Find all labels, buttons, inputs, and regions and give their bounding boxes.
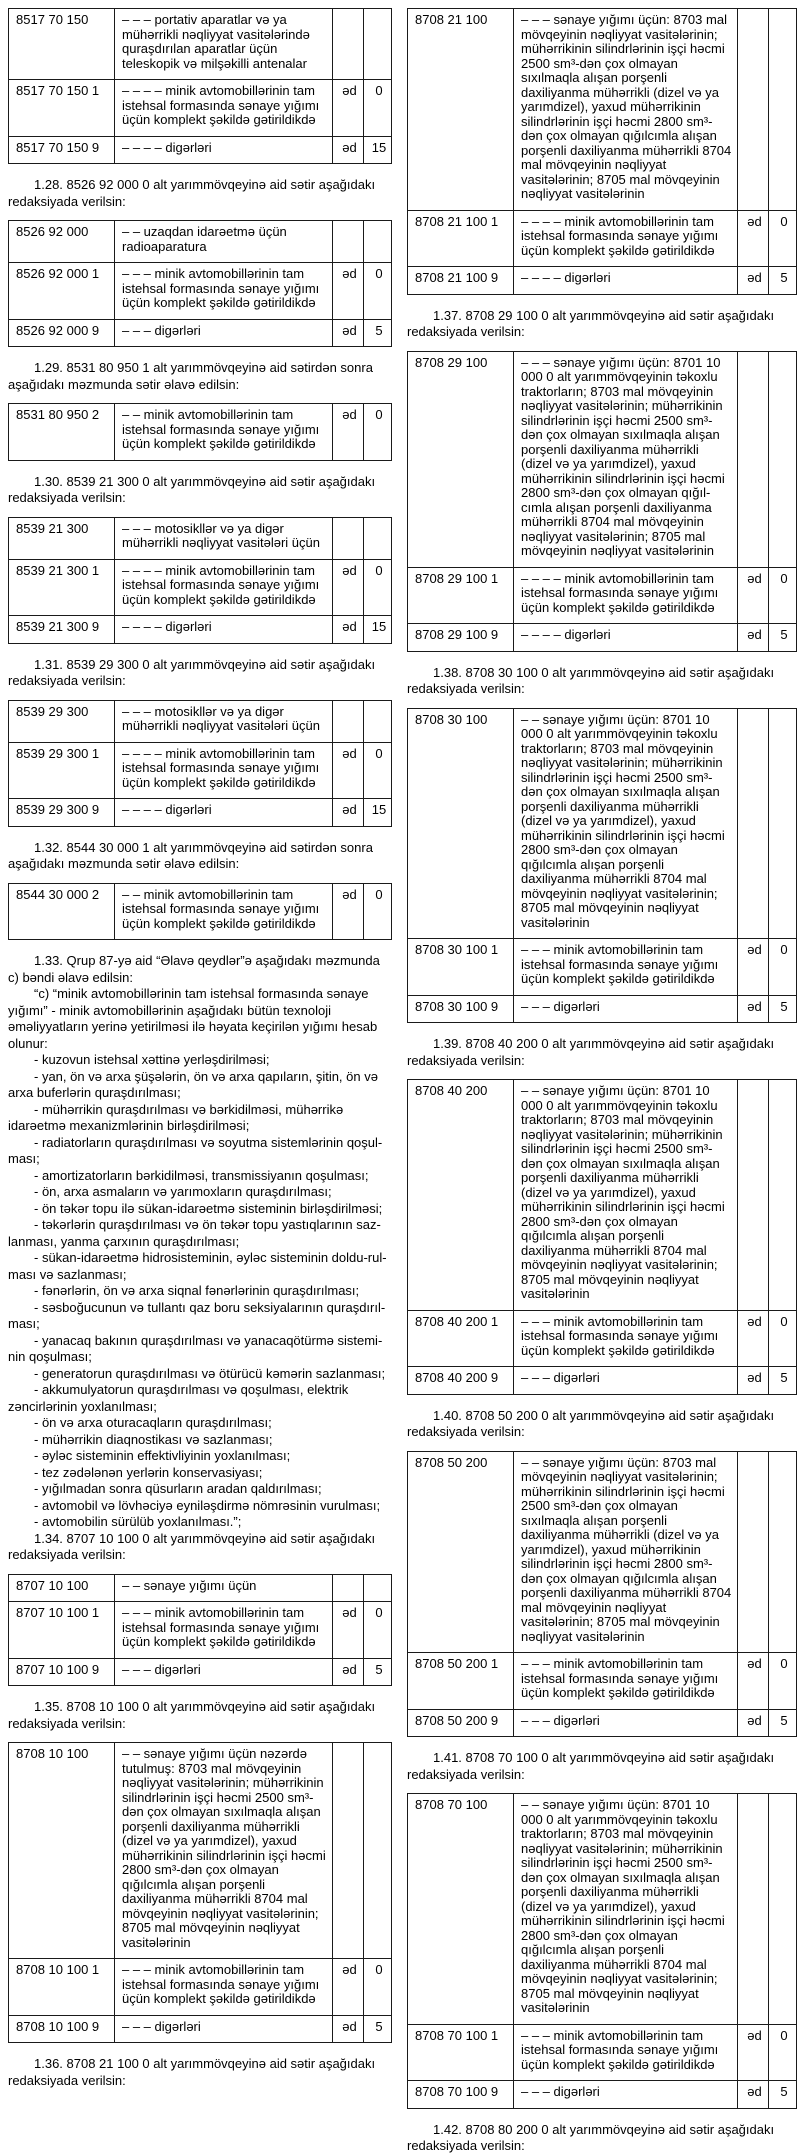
tariff-row [9, 9, 392, 80]
tariff-row [9, 883, 392, 940]
tariff-row [408, 995, 797, 1023]
description-cell: – – sənaye yığımı üçün: 8701 10 000 0 alt yarımmövqeyinin təkoxlu traktorların; 8703 mal mövqeyinin nəqliyyat vasitələrinin; mühərrikinin silindrlərinin işçi həcmi 2500 sm³-dən çox olmayan sıxılmaqla alışan porşenli daxiliyanma mühərrikli (dizel və ya yarımdizel), yaxud mühərrikinin silindrlərinin işçi həcmi 2800 sm³-dən çox olmayan qığılcımla alışan porşenli daxiliyanma mühərrikli 8704 mal mövqeyinin nəqliyyat vasitələrinin; 8705 mal mövqeyinin nəqliyyat vasitələrinin [514, 1080, 738, 1311]
code-cell: 8526 92 000 9 [9, 319, 115, 347]
rate-cell: 0 [364, 404, 392, 461]
code-cell: 8708 40 200 1 [408, 1310, 514, 1367]
unit-cell [333, 700, 364, 742]
tariff-row [9, 559, 392, 616]
rate-cell: 5 [769, 2081, 797, 2109]
rate-cell: 0 [364, 1602, 392, 1659]
tariff-table [8, 883, 392, 941]
unit-cell: əd [738, 567, 769, 624]
unit-cell: əd [333, 1959, 364, 2016]
rate-cell [769, 9, 797, 211]
code-cell: 8539 21 300 [9, 517, 115, 559]
tariff-row [408, 1451, 797, 1653]
amendment-heading-1-36: 1.36. 8708 21 100 0 alt yarımmövqeyinə aid sətir aşağıdakı redaksiyada verilsin: [8, 2056, 376, 2088]
assembly-operation-item: - avtomobil və lövhəciyə eyniləşdirmə nömrəsinin vurulması; [34, 1497, 381, 1513]
description-cell: – – – – digərləri [514, 624, 738, 652]
assembly-operation-item: - ön təkər topu ilə sükan-idarəetmə sisteminin birləşdirilməsi; [34, 1200, 383, 1216]
unit-cell: əd [333, 319, 364, 347]
description-cell: – – – digərləri [115, 2015, 333, 2043]
assembly-operation-item: - mühərrikin diaqnostikası və sazlanması; [34, 1431, 273, 1447]
clause-c-text: “c) “minik avtomobillərinin tam istehsal formasında sənaye yığımı” - minik avtomobillərinin aşağıdakı bütün texnoloji əməliyyatların yerinə yetirilməsi ilə həyata keçirilən yığımı hesab olunur: [8, 986, 378, 1051]
code-cell: 8708 40 200 9 [408, 1367, 514, 1395]
assembly-operation-item: - generatorun quraşdırılması və ötürücü kəmərin sazlanması; [34, 1365, 386, 1381]
rate-cell: 0 [769, 1653, 797, 1710]
unit-cell [333, 1743, 364, 1959]
amendment-heading-1-29: 1.29. 8531 80 950 1 alt yarımmövqeyinə aid sətirdən sonra aşağıdakı məzmunda sətir əlavə edilsin: [8, 360, 373, 392]
code-cell: 8707 10 100 1 [9, 1602, 115, 1659]
unit-cell: əd [333, 1658, 364, 1686]
assembly-operation-item: - mühərrikin quraşdırılması və bərkidilməsi, mühərrikə idarəetmə mexanizmlərinin birləşdirilməsi; [8, 1101, 344, 1133]
assembly-operation-item: - akkumulyatorun quraşdırılması və qoşulması, elektrik zəncirlərinin yoxlanılması; [8, 1382, 349, 1414]
tariff-row [408, 2024, 797, 2081]
tariff-row [408, 9, 797, 211]
code-cell: 8708 21 100 [408, 9, 514, 211]
assembly-operation-item: - amortizatorların bərkidilməsi, transmissiyanın qoşulması; [34, 1167, 369, 1183]
rate-cell: 0 [769, 2024, 797, 2081]
unit-cell: əd [738, 624, 769, 652]
tariff-row [408, 1709, 797, 1737]
unit-cell: əd [333, 559, 364, 616]
tariff-row [408, 351, 797, 567]
rate-cell: 0 [769, 567, 797, 624]
tariff-row [408, 939, 797, 996]
unit-cell [333, 221, 364, 263]
code-cell: 8708 30 100 1 [408, 939, 514, 996]
rate-cell [769, 1794, 797, 2025]
rate-cell: 0 [364, 263, 392, 320]
amendment-heading-1-34: 1.34. 8707 10 100 0 alt yarımmövqeyinə aid sətir aşağıdakı redaksiyada verilsin: [8, 1530, 376, 1562]
amendment-heading-1-42: 1.42. 8708 80 200 0 alt yarımmövqeyinə aid sətir aşağıdakı redaksiyada verilsin: [407, 2121, 775, 2153]
description-cell: – – – digərləri [514, 1367, 738, 1395]
description-cell: – – – – digərləri [115, 136, 333, 164]
unit-cell [333, 517, 364, 559]
tariff-table [407, 8, 797, 295]
unit-cell [738, 351, 769, 567]
amendment-heading-1-32: 1.32. 8544 30 000 1 alt yarımmövqeyinə aid sətirdən sonra aşağıdakı məzmunda sətir əlavə edilsin: [8, 839, 373, 871]
tariff-table [407, 1793, 797, 2109]
assembly-operation-item: - sükan-idarəetmə hidrosisteminin, əyləc sisteminin doldu-rul-ması və sazlanması; [8, 1250, 387, 1282]
assembly-operation-item: - əyləc sisteminin effektivliyinin yoxlanılması; [34, 1448, 291, 1463]
assembly-operation-item: - yan, ön və arxa şüşələrin, ön və arxa qapıların, şitin, ön və arxa buferlərin quraşdırılması; [8, 1068, 378, 1100]
description-cell: – – – minik avtomobillərinin tam istehsal formasında sənaye yığımı üçün komplekt şəkildə gətirildikdə [115, 1602, 333, 1659]
unit-cell: əd [738, 267, 769, 295]
rate-cell [769, 351, 797, 567]
tariff-row [9, 616, 392, 644]
tariff-row [408, 2081, 797, 2109]
unit-cell: əd [333, 883, 364, 940]
unit-cell: əd [333, 2015, 364, 2043]
unit-cell: əd [738, 210, 769, 267]
assembly-operation-item: - yığılmadan sonra qüsurların aradan qaldırılması; [34, 1481, 322, 1496]
tariff-table [407, 1079, 797, 1395]
rate-cell: 0 [769, 210, 797, 267]
amendment-heading-1-31: 1.31. 8539 29 300 0 alt yarımmövqeyinə aid sətir aşağıdakı redaksiyada verilsin: [8, 656, 376, 688]
code-cell: 8539 29 300 1 [9, 742, 115, 799]
code-cell: 8708 29 100 9 [408, 624, 514, 652]
code-cell: 8708 30 100 [408, 708, 514, 939]
tariff-table [8, 517, 392, 644]
description-cell: – – – – minik avtomobillərinin tam istehsal formasında sənaye yığımı üçün komplekt şəkildə gətirildikdə [115, 742, 333, 799]
description-cell: – – minik avtomobillərinin tam istehsal formasında sənaye yığımı üçün komplekt şəkildə gətirildikdə [115, 883, 333, 940]
code-cell: 8708 21 100 9 [408, 267, 514, 295]
rate-cell [364, 9, 392, 80]
code-cell: 8708 21 100 1 [408, 210, 514, 267]
tariff-row [9, 1743, 392, 1959]
rate-cell: 5 [769, 1709, 797, 1737]
rate-cell: 5 [769, 995, 797, 1023]
description-cell: – – sənaye yığımı üçün: 8703 mal mövqeyinin nəqliyyat vasitələrinin; mühərrikinin silindrlərinin işçi həcmi 2500 sm³-dən çox olmayan sıxılmaqla alışan porşenli daxiliyanma mühərrikli (dizel və ya yarımdizel), yaxud mühərrikinin silindrlərinin işçi həcmi 2800 sm³-dən çox olmayan qığılcımla alışan porşenli daxiliyanma mühərrikli 8704 mal mövqeyinin nəqliyyat vasitələrinin; 8705 mal mövqeyinin nəqliyyat vasitələrinin [514, 1451, 738, 1653]
tariff-row [9, 263, 392, 320]
code-cell: 8707 10 100 [9, 1574, 115, 1602]
tariff-row [408, 1310, 797, 1367]
tariff-table [407, 1451, 797, 1738]
unit-cell: əd [333, 80, 364, 137]
code-cell: 8517 70 150 9 [9, 136, 115, 164]
left-column [8, 8, 392, 2089]
description-cell: – – – motosikllər və ya digər mühərrikli nəqliyyat vasitələri üçün [115, 700, 333, 742]
tariff-row [408, 210, 797, 267]
assembly-operation-item: - fənərlərin, ön və arxa siqnal fənərlərinin quraşdırılması; [34, 1283, 360, 1298]
code-cell: 8531 80 950 2 [9, 404, 115, 461]
code-cell: 8708 30 100 9 [408, 995, 514, 1023]
tariff-row [9, 319, 392, 347]
tariff-row [9, 221, 392, 263]
description-cell: – – – minik avtomobillərinin tam istehsal formasında sənaye yığımı üçün komplekt şəkildə gətirildikdə [514, 1310, 738, 1367]
description-cell: – – uzaqdan idarəetmə üçün radioaparatura [115, 221, 333, 263]
rate-cell: 0 [364, 742, 392, 799]
description-cell: – – – minik avtomobillərinin tam istehsal formasında sənaye yığımı üçün komplekt şəkildə gətirildikdə [115, 263, 333, 320]
assembly-operation-item: - səsboğucunun və tullantı qaz boru seksiyalarının quraşdırıl-ması; [8, 1299, 386, 1331]
assembly-operation-item: - ön, arxa asmaların və yarımoxların quraşdırılması; [34, 1184, 332, 1199]
amendment-heading-1-28: 1.28. 8526 92 000 0 alt yarımmövqeyinə aid sətir aşağıdakı redaksiyada verilsin: [8, 177, 376, 209]
description-cell: – – – digərləri [115, 319, 333, 347]
rate-cell [769, 1451, 797, 1653]
rate-cell: 0 [364, 559, 392, 616]
rate-cell: 0 [364, 80, 392, 137]
description-cell: – – – motosikllər və ya digər mühərrikli nəqliyyat vasitələri üçün [115, 517, 333, 559]
tariff-row [9, 799, 392, 827]
rate-cell [769, 1080, 797, 1311]
rate-cell: 0 [769, 939, 797, 996]
code-cell: 8526 92 000 [9, 221, 115, 263]
description-cell: – – – digərləri [115, 1658, 333, 1686]
code-cell: 8707 10 100 9 [9, 1658, 115, 1686]
code-cell: 8708 29 100 [408, 351, 514, 567]
assembly-operation-item: - təkərlərin quraşdırılması və ön təkər topu yastıqlarının saz-lanması, yanma çarxının quraşdırılması; [8, 1217, 381, 1249]
description-cell: – – – minik avtomobillərinin tam istehsal formasında sənaye yığımı üçün komplekt şəkildə gətirildikdə [514, 1653, 738, 1710]
tariff-row [408, 267, 797, 295]
unit-cell: əd [333, 404, 364, 461]
unit-cell: əd [333, 799, 364, 827]
tariff-table [8, 1574, 392, 1687]
tariff-table [8, 700, 392, 827]
description-cell: – – sənaye yığımı üçün [115, 1574, 333, 1602]
assembly-operation-item: - ön və arxa oturacaqların quraşdırılması; [34, 1415, 272, 1430]
tariff-row [408, 1080, 797, 1311]
code-cell: 8708 10 100 1 [9, 1959, 115, 2016]
unit-cell: əd [738, 1709, 769, 1737]
tariff-row [408, 1653, 797, 1710]
code-cell: 8708 70 100 [408, 1794, 514, 2025]
rate-cell: 5 [769, 267, 797, 295]
unit-cell [738, 9, 769, 211]
description-cell: – – – minik avtomobillərinin tam istehsal formasında sənaye yığımı üçün komplekt şəkildə gətirildikdə [514, 939, 738, 996]
unit-cell: əd [333, 263, 364, 320]
rate-cell: 5 [769, 1367, 797, 1395]
rate-cell: 0 [364, 883, 392, 940]
unit-cell [333, 1574, 364, 1602]
tariff-table [407, 708, 797, 1024]
unit-cell [738, 1451, 769, 1653]
description-cell: – – – digərləri [514, 1709, 738, 1737]
code-cell: 8708 29 100 1 [408, 567, 514, 624]
tariff-table [407, 351, 797, 652]
unit-cell: əd [738, 2081, 769, 2109]
unit-cell [738, 708, 769, 939]
assembly-operation-item: - yanacaq bakının quraşdırılması və yanacaqötürmə sistemi-nin qoşulması; [8, 1332, 383, 1364]
unit-cell [333, 9, 364, 80]
description-cell: – – – – minik avtomobillərinin tam istehsal formasında sənaye yığımı üçün komplekt şəkildə gətirildikdə [115, 80, 333, 137]
description-cell: – – – portativ aparatlar və ya mühərrikli nəqliyyat vasitələrində quraşdırılan aparatlar üçün teleskopik və milşəkilli antenalar [115, 9, 333, 80]
unit-cell: əd [738, 2024, 769, 2081]
rate-cell [769, 708, 797, 939]
rate-cell: 15 [364, 616, 392, 644]
amendment-heading-1-37: 1.37. 8708 29 100 0 alt yarımmövqeyinə aid sətir aşağıdakı redaksiyada verilsin: [407, 307, 775, 339]
rate-cell [364, 700, 392, 742]
rate-cell [364, 1743, 392, 1959]
rate-cell: 0 [769, 1310, 797, 1367]
code-cell: 8708 70 100 9 [408, 2081, 514, 2109]
rate-cell: 5 [364, 319, 392, 347]
assembly-operation-item: - avtomobilin sürülüb yoxlanılması.”; [34, 1514, 242, 1529]
rate-cell: 5 [364, 2015, 392, 2043]
rate-cell: 5 [364, 1658, 392, 1686]
unit-cell: əd [333, 136, 364, 164]
code-cell: 8544 30 000 2 [9, 883, 115, 940]
amendment-heading-1-38: 1.38. 8708 30 100 0 alt yarımmövqeyinə aid sətir aşağıdakı redaksiyada verilsin: [407, 664, 775, 696]
rate-cell: 5 [769, 624, 797, 652]
description-cell: – – – – minik avtomobillərinin tam istehsal formasında sənaye yığımı üçün komplekt şəkildə gətirildikdə [514, 567, 738, 624]
amendment-heading-1-40: 1.40. 8708 50 200 0 alt yarımmövqeyinə aid sətir aşağıdakı redaksiyada verilsin: [407, 1407, 775, 1439]
rate-cell [364, 517, 392, 559]
code-cell: 8708 70 100 1 [408, 2024, 514, 2081]
amendment-heading-1-39: 1.39. 8708 40 200 0 alt yarımmövqeyinə aid sətir aşağıdakı redaksiyada verilsin: [407, 1036, 775, 1068]
tariff-row [408, 624, 797, 652]
tariff-row [408, 708, 797, 939]
code-cell: 8539 21 300 1 [9, 559, 115, 616]
code-cell: 8708 50 200 [408, 1451, 514, 1653]
tariff-row [9, 2015, 392, 2043]
description-cell: – – sənaye yığımı üçün nəzərdə tutulmuş: 8703 mal mövqeyinin nəqliyyat vasitələrinin; mühərrikinin silindrlərinin işçi həcmi 2500 sm³-dən çox olmayan sıxılmaqla alışan porşenli daxiliyanma mühərrikli (dizel və ya yarımdizel), yaxud mühərrikinin silindrlərinin işçi həcmi 2800 sm³-dən çox olmayan qığılcımla alışan porşenli daxiliyanma mühərrikli 8704 mal mövqeyinin nəqliyyat vasitələrinin; 8705 mal mövqeyinin nəqliyyat vasitələrinin [115, 1743, 333, 1959]
rate-cell [364, 221, 392, 263]
amendment-heading-1-33: 1.33. Qrup 87-yə aid “Əlavə qeydlər”ə aşağıdakı məzmunda c) bəndi əlavə edilsin: [8, 953, 380, 985]
code-cell: 8708 50 200 9 [408, 1709, 514, 1737]
unit-cell [738, 1794, 769, 2025]
right-column [407, 8, 797, 2155]
tariff-row [408, 1367, 797, 1395]
description-cell: – – – – digərləri [115, 616, 333, 644]
rate-cell: 15 [364, 799, 392, 827]
description-cell: – – – – minik avtomobillərinin tam istehsal formasında sənaye yığımı üçün komplekt şəkildə gətirildikdə [115, 559, 333, 616]
tariff-row [9, 742, 392, 799]
code-cell: 8539 29 300 [9, 700, 115, 742]
unit-cell: əd [738, 995, 769, 1023]
unit-cell: əd [333, 1602, 364, 1659]
rate-cell: 15 [364, 136, 392, 164]
assembly-operation-item: - radiatorların quraşdırılması və soyutma sistemlərinin qoşul-ması; [8, 1134, 383, 1166]
tariff-row [9, 1658, 392, 1686]
tariff-row [9, 700, 392, 742]
code-cell: 8708 50 200 1 [408, 1653, 514, 1710]
unit-cell: əd [333, 742, 364, 799]
unit-cell [738, 1080, 769, 1311]
unit-cell: əd [738, 1310, 769, 1367]
description-cell: – – sənaye yığımı üçün: 8701 10 000 0 alt yarımmövqeyinin təkoxlu traktorların; 8703 mal mövqeyinin nəqliyyat vasitələrinin; mühərrikinin silindrlərinin işçi həcmi 2500 sm³-dən çox olmayan sıxılmaqla alışan porşenli daxiliyanma mühərrikli (dizel və ya yarımdizel), yaxud mühərrikinin silindrlərinin işçi həcmi 2800 sm³-dən çox olmayan qığılcımla alışan porşenli daxiliyanma mühərrikli 8704 mal mövqeyinin nəqliyyat vasitələrinin; 8705 mal mövqeyinin nəqliyyat vasitələrinin [514, 1794, 738, 2025]
tariff-table [8, 220, 392, 347]
description-cell: – – – – minik avtomobillərinin tam istehsal formasında sənaye yığımı üçün komplekt şəkildə gətirildikdə [514, 210, 738, 267]
unit-cell: əd [738, 1367, 769, 1395]
description-cell: – – – digərləri [514, 995, 738, 1023]
amendment-heading-1-30: 1.30. 8539 21 300 0 alt yarımmövqeyinə aid sətir aşağıdakı redaksiyada verilsin: [8, 473, 376, 505]
code-cell: 8539 29 300 9 [9, 799, 115, 827]
amendment-heading-1-35: 1.35. 8708 10 100 0 alt yarımmövqeyinə aid sətir aşağıdakı redaksiyada verilsin: [8, 1699, 376, 1731]
tariff-row [408, 1794, 797, 2025]
unit-cell: əd [738, 939, 769, 996]
tariff-row [9, 404, 392, 461]
description-cell: – – – – digərləri [514, 267, 738, 295]
description-cell: – – minik avtomobillərinin tam istehsal formasında sənaye yığımı üçün komplekt şəkildə gətirildikdə [115, 404, 333, 461]
description-cell: – – sənaye yığımı üçün: 8701 10 000 0 alt yarımmövqeyinin təkoxlu traktorların; 8703 mal mövqeyinin nəqliyyat vasitələrinin; mühərrikinin silindrlərinin işçi həcmi 2500 sm³-dən çox olmayan sıxılmaqla alışan porşenli daxiliyanma mühərrikli (dizel və ya yarımdizel), yaxud mühərrikinin silindrlərinin işçi həcmi 2800 sm³-dən çox olmayan qığılcımla alışan porşenli daxiliyanma mühərrikli 8704 mal mövqeyinin nəqliyyat vasitələrinin; 8705 mal mövqeyinin nəqliyyat vasitələrinin [514, 708, 738, 939]
tariff-row [408, 567, 797, 624]
amendment-heading-1-41: 1.41. 8708 70 100 0 alt yarımmövqeyinə aid sətir aşağıdakı redaksiyada verilsin: [407, 1750, 775, 1782]
tariff-row [9, 136, 392, 164]
description-cell: – – – sənaye yığımı üçün: 8701 10 000 0 alt yarımmövqeyinin təkoxlu traktorların; 8703 mal mövqeyinin nəqliyyat vasitələrinin; mühərrikinin silindrlərinin işçi həcmi 2500 sm³-dən çox olmayan sıxılmaqla alışan porşenli daxiliyanma mühərrikli (dizel və ya yarımdizel), yaxud mühərrikinin silindrlərinin işçi həcmi 2800 sm³-dən çox olmayan qığıl-cımla alışan porşenli daxiliyanma mühərrikli 8704 mal mövqeyinin nəqliyyat vasitələrinin; 8705 mal mövqeyinin nəqliyyat vasitələrinin [514, 351, 738, 567]
assembly-operation-item: - kuzovun istehsal xəttinə yerləşdirilməsi; [34, 1052, 270, 1067]
tariff-row [9, 1574, 392, 1602]
tariff-row [9, 1602, 392, 1659]
tariff-table [8, 403, 392, 461]
assembly-operation-item: - tez zədələnən yerlərin konservasiyası; [34, 1464, 263, 1480]
description-cell: – – – digərləri [514, 2081, 738, 2109]
code-cell: 8708 10 100 [9, 1743, 115, 1959]
code-cell: 8708 40 200 [408, 1080, 514, 1311]
tariff-row [9, 517, 392, 559]
description-cell: – – – minik avtomobillərinin tam istehsal formasında sənaye yığımı üçün komplekt şəkildə gətirildikdə [514, 2024, 738, 2081]
tariff-table [8, 8, 392, 164]
unit-cell: əd [333, 616, 364, 644]
tariff-row [9, 1959, 392, 2016]
description-cell: – – – minik avtomobillərinin tam istehsal formasında sənaye yığımı üçün komplekt şəkildə gətirildikdə [115, 1959, 333, 2016]
code-cell: 8539 21 300 9 [9, 616, 115, 644]
rate-cell: 0 [364, 1959, 392, 2016]
rate-cell [364, 1574, 392, 1602]
description-cell: – – – sənaye yığımı üçün: 8703 mal mövqeyinin nəqliyyat vasitələrinin; mühərrikinin silindrlərinin işçi həcmi 2500 sm³-dən çox olmayan sıxılmaqla alışan porşenli daxiliyanma mühərrikli (dizel və ya yarımdizel), yaxud mühərrikinin silindrlərinin işçi həcmi 2800 sm³-dən çox olmayan qığılcımla alışan porşenli daxiliyanma mühərrikli 8704 mal mövqeyinin nəqliyyat vasitələrinin; 8705 mal mövqeyinin nəqliyyat vasitələrinin [514, 9, 738, 211]
description-cell: – – – – digərləri [115, 799, 333, 827]
code-cell: 8708 10 100 9 [9, 2015, 115, 2043]
code-cell: 8517 70 150 [9, 9, 115, 80]
code-cell: 8517 70 150 1 [9, 80, 115, 137]
tariff-row [9, 80, 392, 137]
tariff-table [8, 1742, 392, 2043]
code-cell: 8526 92 000 1 [9, 263, 115, 320]
unit-cell: əd [738, 1653, 769, 1710]
